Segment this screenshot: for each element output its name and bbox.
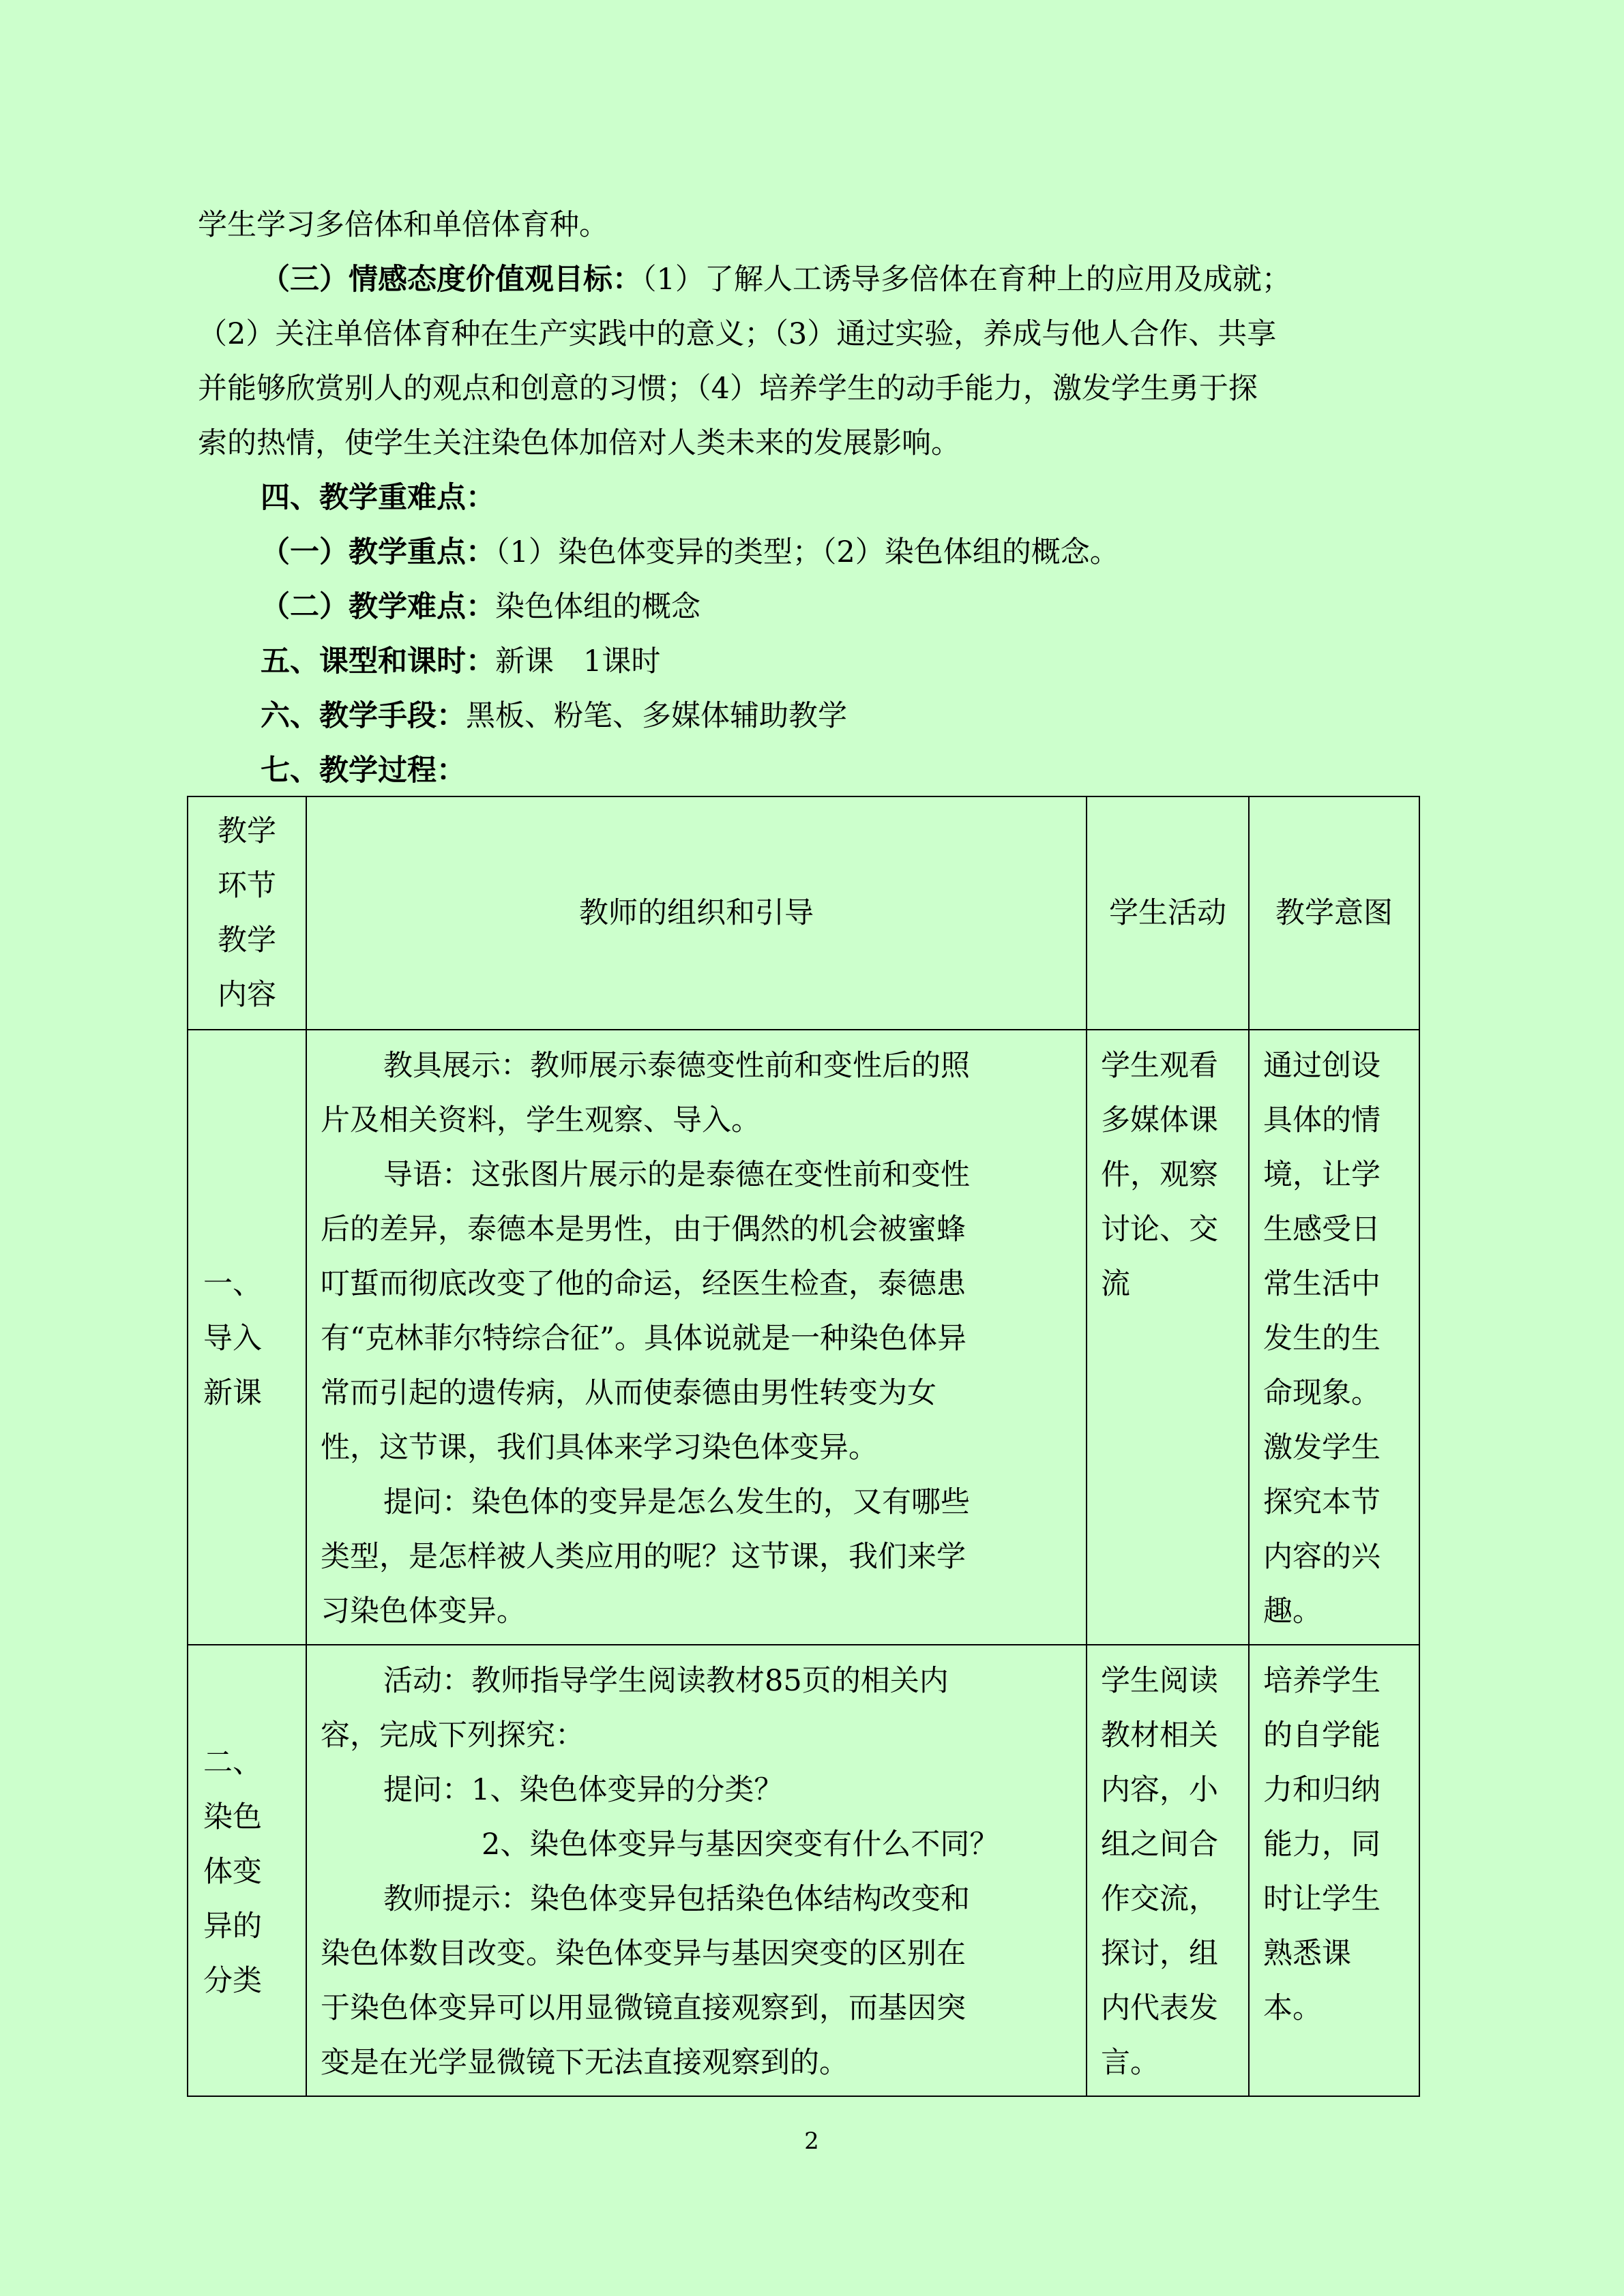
page-number: 2 — [804, 2128, 819, 2155]
teaching-process-table — [187, 796, 1420, 2097]
section-5-line: 五、课型和课时：新课 1课时 — [261, 644, 661, 679]
teacher-cell: 活动：教师指导学生阅读教材85页的相关内 容，完成下列探究： 提问：1、染色体变异的分类？ 2、染色体变异与基因突变有什么不同？ 教师提示：染色体变异包括染色体结构改变和 染色体数目改变。染色体变异与基因突变的区别在 于染色体变异可以用显微镜直接观察到，而基因突 变是在光学显微镜下无法直接观察到的。 — [306, 1645, 1087, 2096]
section-6-line: 六、教学手段：黑板、粉笔、多媒体辅助教学 — [261, 699, 847, 733]
header-student-cell: 学生活动 — [1087, 796, 1249, 1030]
difficult-points-line: （二）教学难点：染色体组的概念 — [261, 590, 700, 624]
student-cell: 学生观看 多媒体课 件，观察 讨论、交 流 — [1087, 1030, 1249, 1645]
section-4-heading: 四、教学重难点： — [261, 481, 495, 515]
table-header-row — [188, 796, 1419, 1030]
affective-goal-label: （三）情感态度价值观目标： — [261, 263, 642, 297]
paragraph-continuation: 学生学习多倍体和单倍体育种。 — [198, 208, 608, 242]
intent-cell: 通过创设 具体的情 境，让学 生感受日 常生活中 发生的生 命现象。 激发学生 探究本节 内容的兴 趣。 — [1249, 1030, 1419, 1645]
header-stage-cell: 教学 环节 教学 内容 — [188, 796, 306, 1030]
affective-goal-line-2: （2）关注单倍体育种在生产实践中的意义；（3）通过实验，养成与他人合作、共享 — [198, 317, 1277, 351]
affective-goal-line-3: 并能够欣赏别人的观点和创意的习惯；（4）培养学生的动手能力，激发学生勇于探 — [198, 372, 1258, 406]
section-7-heading: 七、教学过程： — [261, 754, 466, 788]
intent-cell: 培养学生 的自学能 力和归纳 能力，同 时让学生 熟悉课 本。 — [1249, 1645, 1419, 2096]
stage-cell: 二、 染色 体变 异的 分类 — [188, 1645, 306, 2096]
stage-cell: 一、 导入 新课 — [188, 1030, 306, 1645]
header-teacher-cell: 教师的组织和引导 — [306, 796, 1087, 1030]
affective-goal-line-4: 索的热情，使学生关注染色体加倍对人类未来的发展影响。 — [198, 426, 960, 460]
teacher-cell: 教具展示：教师展示泰德变性前和变性后的照 片及相关资料，学生观察、导入。 导语：这张图片展示的是泰德在变性前和变性 后的差异，泰德本是男性，由于偶然的机会被蜜蜂 叮蜇而彻底改变了他的命运，经医生检查，泰德患 有“克林菲尔特综合征”。具体说就是一种染色体异 常而引起的遗传病，从而使泰德由男性转变为女 性，这节课，我们具体来学习染色体变异。 提问：染色体的变异是怎么发生的，又有哪些 类型，是怎样被人类应用的呢？这节课，我们来学 习染色体变异。 — [306, 1030, 1087, 1645]
affective-goal-paragraph: （三）情感态度价值观目标：（1）了解人工诱导多倍体在育种上的应用及成就； — [261, 263, 1291, 297]
body-text — [198, 198, 1419, 798]
student-cell: 学生阅读 教材相关 内容，小 组之间合 作交流， 探讨，组 内代表发 言。 — [1087, 1645, 1249, 2096]
key-points-line: （一）教学重点：（1）染色体变异的类型；（2）染色体组的概念。 — [261, 535, 1119, 569]
table-row — [188, 1645, 1419, 2096]
header-intent-cell: 教学意图 — [1249, 796, 1419, 1030]
table-row — [188, 1030, 1419, 1645]
